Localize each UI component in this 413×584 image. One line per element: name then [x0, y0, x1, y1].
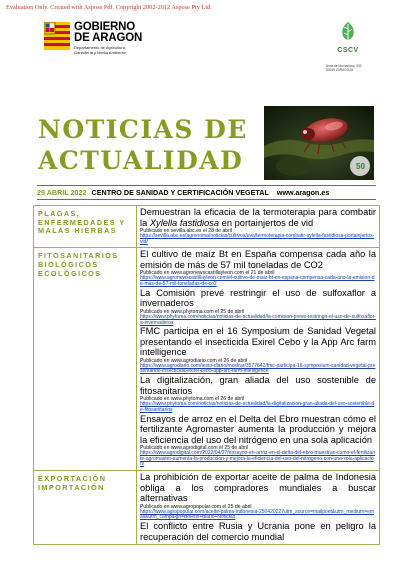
- title-line-2: ACTUALIDAD: [38, 146, 244, 175]
- category-label: IMPORTACIÓN: [38, 482, 105, 492]
- category-cell: [34, 471, 137, 545]
- news-items-cell: [137, 248, 380, 471]
- news-headline[interactable]: Demuestran la eficacia de la termoterapia para combatir la Xylella fastidiosa en portainjertos de vid: [140, 207, 376, 228]
- news-headline[interactable]: El cultivo de maíz Bt en España compensa cada año la emisión de más de 57 mil toneladas de CO2: [140, 249, 376, 270]
- gobierno-aragon-logo: [44, 22, 142, 55]
- cscv-leaf-icon: [337, 20, 359, 42]
- news-link[interactable]: https://www.agrodigital.com/2022/04/27/ensayos-en-arroz-en-el-delta-del-ebro-muestran-como-el-fertilizante-agromaster-aumenta-la-produccion-y-mejora-la-eficiencia-del-uso-del-nitrogeno-con-una-sola-aplicacion/: [140, 450, 376, 468]
- category-cell: [34, 206, 137, 248]
- news-link[interactable]: https://www.agropopular.com/aceite-palma-indonesia-250420227utm_source=mailpoet&utm_medium=email&utm_campaign=Boletin+diario+Noticias: [140, 508, 375, 521]
- cscv-acronym: CSCV: [337, 47, 359, 54]
- logo-department-2: Ganadería y Medio Ambiente: [74, 49, 126, 55]
- category-label: ECOLÓGICOS: [38, 268, 102, 278]
- news-headline[interactable]: La digitalización, gran aliada del uso sostenible de fitosanitarios: [140, 375, 376, 396]
- news-item: [140, 326, 376, 375]
- category-label: MALAS HIERBAS: [38, 226, 118, 236]
- evaluation-watermark: Evaluation Only. Created with Aspose Pdf. Copyright 2002-2012 Aspose Pty Ltd.: [6, 4, 212, 11]
- website: www.aragon.es: [276, 188, 330, 197]
- news-headline[interactable]: La Comisión prevé restringir el uso de sulfoxaflor a invernaderos: [140, 287, 376, 309]
- publication-info: Publicado en www.phytoma.com el 26 de abril: [140, 396, 245, 403]
- publication-info: Publicado en www.phytoma.com el 25 de abril: [140, 308, 245, 315]
- news-link[interactable]: https://www.agrodiario.com/texto-diario/mostrar/3577642/fmc-participa-16-symposium-sanidad-vegetal-presentando-insecticida-exirel-cebo-app-arc-farm-intelligence: [140, 362, 376, 375]
- news-item: [140, 207, 376, 245]
- category-cell: [34, 248, 137, 471]
- news-link[interactable]: https://www.phytoma.com/noticias/noticias-de-actualidad/la-digitalizacion-gran-aliada-del-uso-sostenible-de-fitosanitarios: [140, 401, 375, 413]
- insect-photo: [264, 106, 374, 180]
- news-items-cell: [137, 471, 380, 545]
- cscv-address-2: 50059 ZARAGOZA: [326, 67, 354, 72]
- news-item: [140, 288, 376, 326]
- section-row-plagas: [34, 206, 380, 248]
- cscv-logo: [326, 20, 370, 73]
- aragon-flag-icon: [44, 22, 70, 50]
- logo-line-1: GOBIERNO: [74, 21, 136, 33]
- logo-department-1: Departamento de Agricultura,: [74, 45, 127, 50]
- news-headline[interactable]: Ensayos de arroz en el Delta del Ebro muestran cómo el fertilizante Agromaster aumenta la producción y mejora la eficiencia del uso del nitrógeno en una sola aplicación: [140, 413, 376, 445]
- category-label: BIOLÓGICOS: [38, 260, 99, 269]
- news-table: [33, 205, 380, 545]
- category-label: PLAGAS,: [38, 209, 81, 218]
- news-item: [140, 521, 376, 542]
- section-row-fitosanitarios: [34, 248, 380, 471]
- news-item: [140, 414, 376, 469]
- page-title: [38, 114, 248, 176]
- news-link[interactable]: https://www.agronewscastillayleon.com/el-cultivo-de-maiz-bt-en-espana-compensa-cada-ano-la-emision-de-mas-de-57-mil-toneladas-de-co2: [140, 275, 375, 288]
- issue-header-bar: [37, 185, 376, 200]
- section-row-exportacion: [34, 471, 380, 545]
- news-headline[interactable]: El conflicto entre Rusia y Ucrania pone en peligro la recuperación del comercio mundial: [140, 521, 376, 542]
- svg-text:50: 50: [356, 162, 365, 171]
- news-item: [140, 249, 376, 287]
- category-label: EXPORTACIÓN: [38, 474, 107, 484]
- publication-info: Publicado en sevilla.abc.es el 28 de abril: [140, 228, 233, 234]
- title-line-1: NOTICIAS DE: [38, 115, 248, 144]
- center-name: CENTRO DE SANIDAD Y CERTIFICACIÓN VEGETAL: [91, 188, 269, 197]
- news-item: [140, 375, 376, 413]
- publication-info: Publicado en www.agropopular.com el 25 de abril: [140, 503, 252, 510]
- news-headline[interactable]: FMC participa en el 16 Symposium de Sanidad Vegetal presentando el insecticida Exirel Cebo y la App Arc farm intelligence: [140, 326, 376, 358]
- news-headline[interactable]: La prohibición de exportar aceite de palma de Indonesia obliga a los compradores mundiales a buscar alternativas: [140, 472, 376, 504]
- publication-info: Publicado en www.agronewscastillayleon.com el 21 de abril: [140, 270, 275, 277]
- issue-date: 29 ABRIL 2022: [37, 188, 87, 197]
- cscv-address-1: Avda de Montañana, 930: [326, 64, 362, 68]
- publication-info: Publicado en www.agrodiario.com el 26 de abril: [140, 357, 248, 364]
- publication-info: Publicado en www.agrodigital.com el 25 de abril: [140, 445, 249, 452]
- category-label: FITOSANITARIOS: [38, 251, 119, 261]
- news-link[interactable]: https://sevilla.abc.es/agronoma/noticias/cultivos/uva/termoterapia-combatir-xylella-fastidiosa-portainjertos-vid/: [140, 233, 375, 245]
- news-items-cell: [137, 206, 380, 248]
- news-item: [140, 472, 376, 521]
- news-link[interactable]: https://www.phytoma.com/noticias/noticias-de-actualidad/la-comision-preve-restringir-el-uso-de-sulfoxaflor-a-invernaderos: [140, 313, 376, 326]
- logo-line-2: DE ARAGON: [74, 32, 143, 44]
- category-label: ENFERMEDADES Y: [38, 217, 126, 227]
